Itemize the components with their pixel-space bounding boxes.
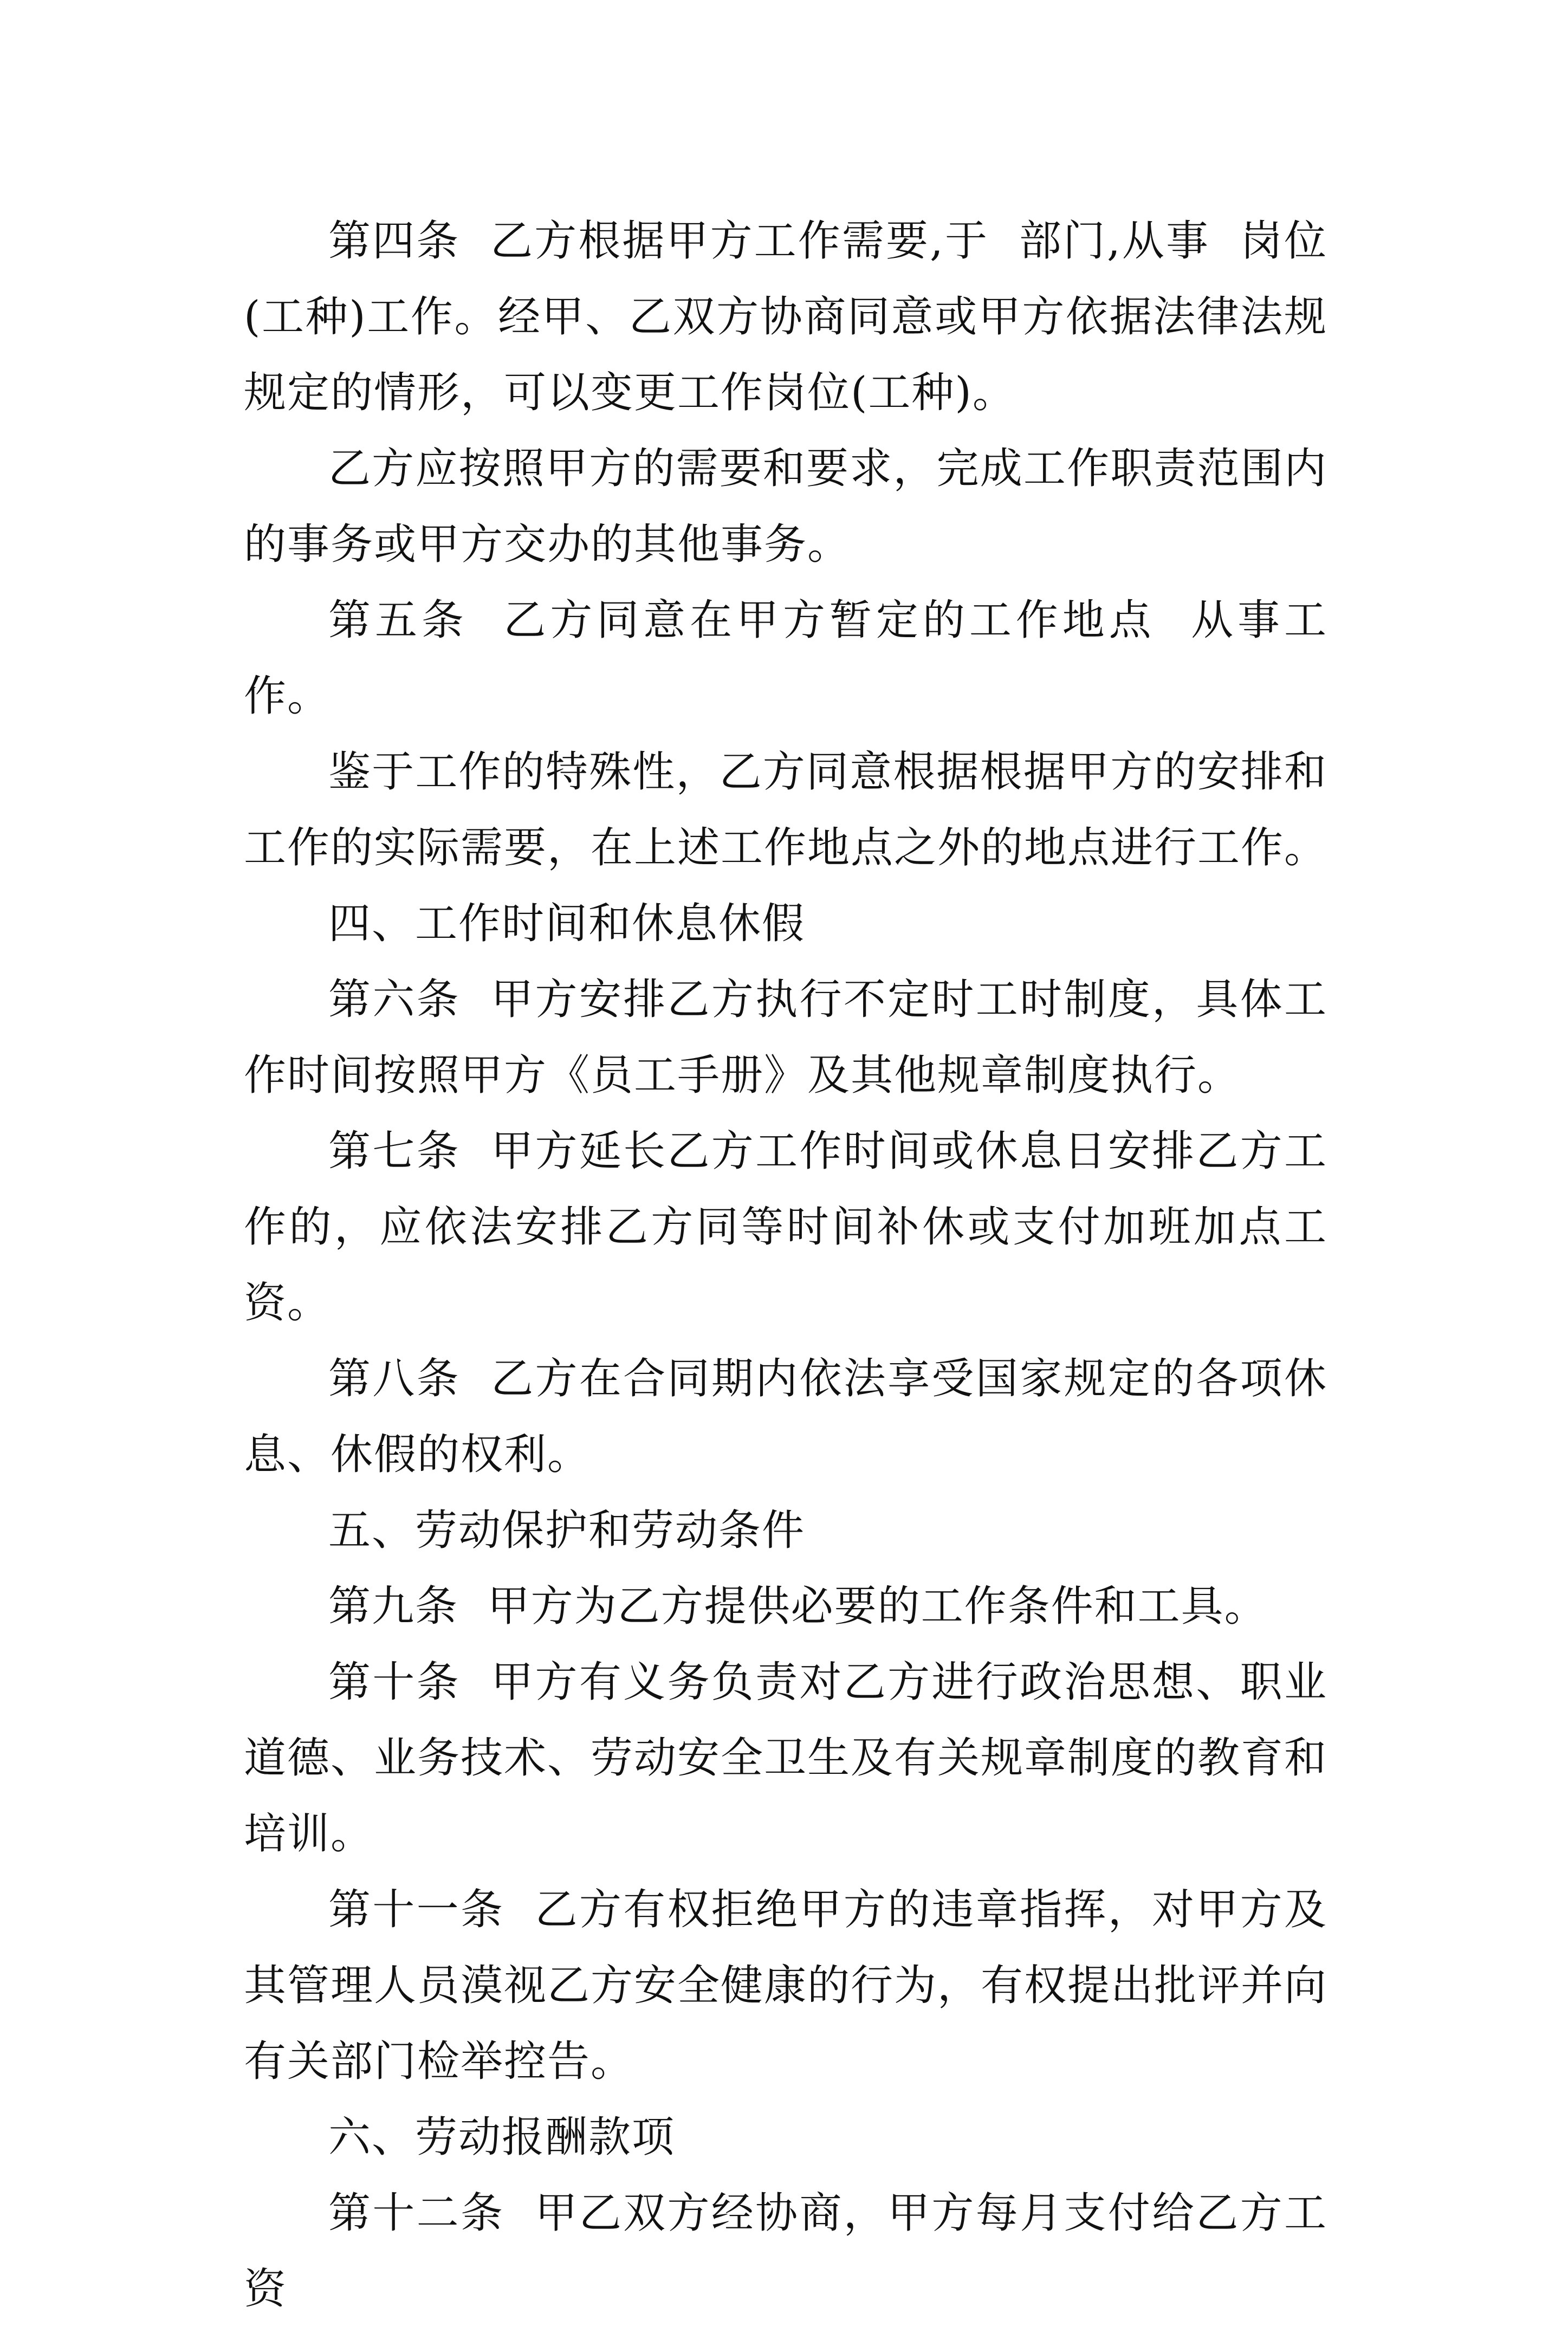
- paragraph-article-6: 第六条 甲方安排乙方执行不定时工时制度，具体工作时间按照甲方《员工手册》及其他规章制度执行。: [244, 975, 1327, 1100]
- paragraph-duties: 乙方应按照甲方的需要和要求，完成工作职责范围内的事务或甲方交办的其他事务。: [244, 444, 1327, 569]
- paragraph-article-9: 第九条 甲方为乙方提供必要的工作条件和工具。: [328, 1582, 1268, 1631]
- paragraph-article-10: 第十条 甲方有义务负责对乙方进行政治思想、职业道德、业务技术、劳动安全卫生及有关规章制度的教育和培训。: [244, 1658, 1328, 1858]
- section-heading-work-hours: 四、工作时间和休息休假: [328, 899, 806, 948]
- document-body: [244, 203, 1327, 2327]
- section-heading-labor-protection: 五、劳动保护和劳动条件: [328, 1506, 806, 1555]
- paragraph-article-12: 第十二条 甲乙双方经协商，甲方每月支付给乙方工资: [244, 2189, 1327, 2313]
- paragraph-article-5: 第五条 乙方同意在甲方暂定的工作地点 从事工作。: [244, 596, 1327, 721]
- paragraph-article-4: 第四条 乙方根据甲方工作需要,于 部门,从事 岗位(工种)工作。经甲、乙双方协商同意或甲方依据法律法规规定的情形，可以变更工作岗位(工种)。: [244, 217, 1327, 417]
- section-heading-remuneration: 六、劳动报酬款项: [328, 2113, 676, 2162]
- paragraph-work-location: 鉴于工作的特殊性，乙方同意根据根据甲方的安排和工作的实际需要，在上述工作地点之外的地点进行工作。: [244, 748, 1328, 872]
- paragraph-article-8: 第八条 乙方在合同期内依法享受国家规定的各项休息、休假的权利。: [244, 1354, 1327, 1479]
- paragraph-article-11: 第十一条 乙方有权拒绝甲方的违章指挥，对甲方及其管理人员漠视乙方安全健康的行为，有权提出批评并向有关部门检举控告。: [244, 1885, 1328, 2086]
- paragraph-article-7: 第七条 甲方延长乙方工作时间或休息日安排乙方工作的，应依法安排乙方同等时间补休或支付加班加点工资。: [244, 1127, 1327, 1327]
